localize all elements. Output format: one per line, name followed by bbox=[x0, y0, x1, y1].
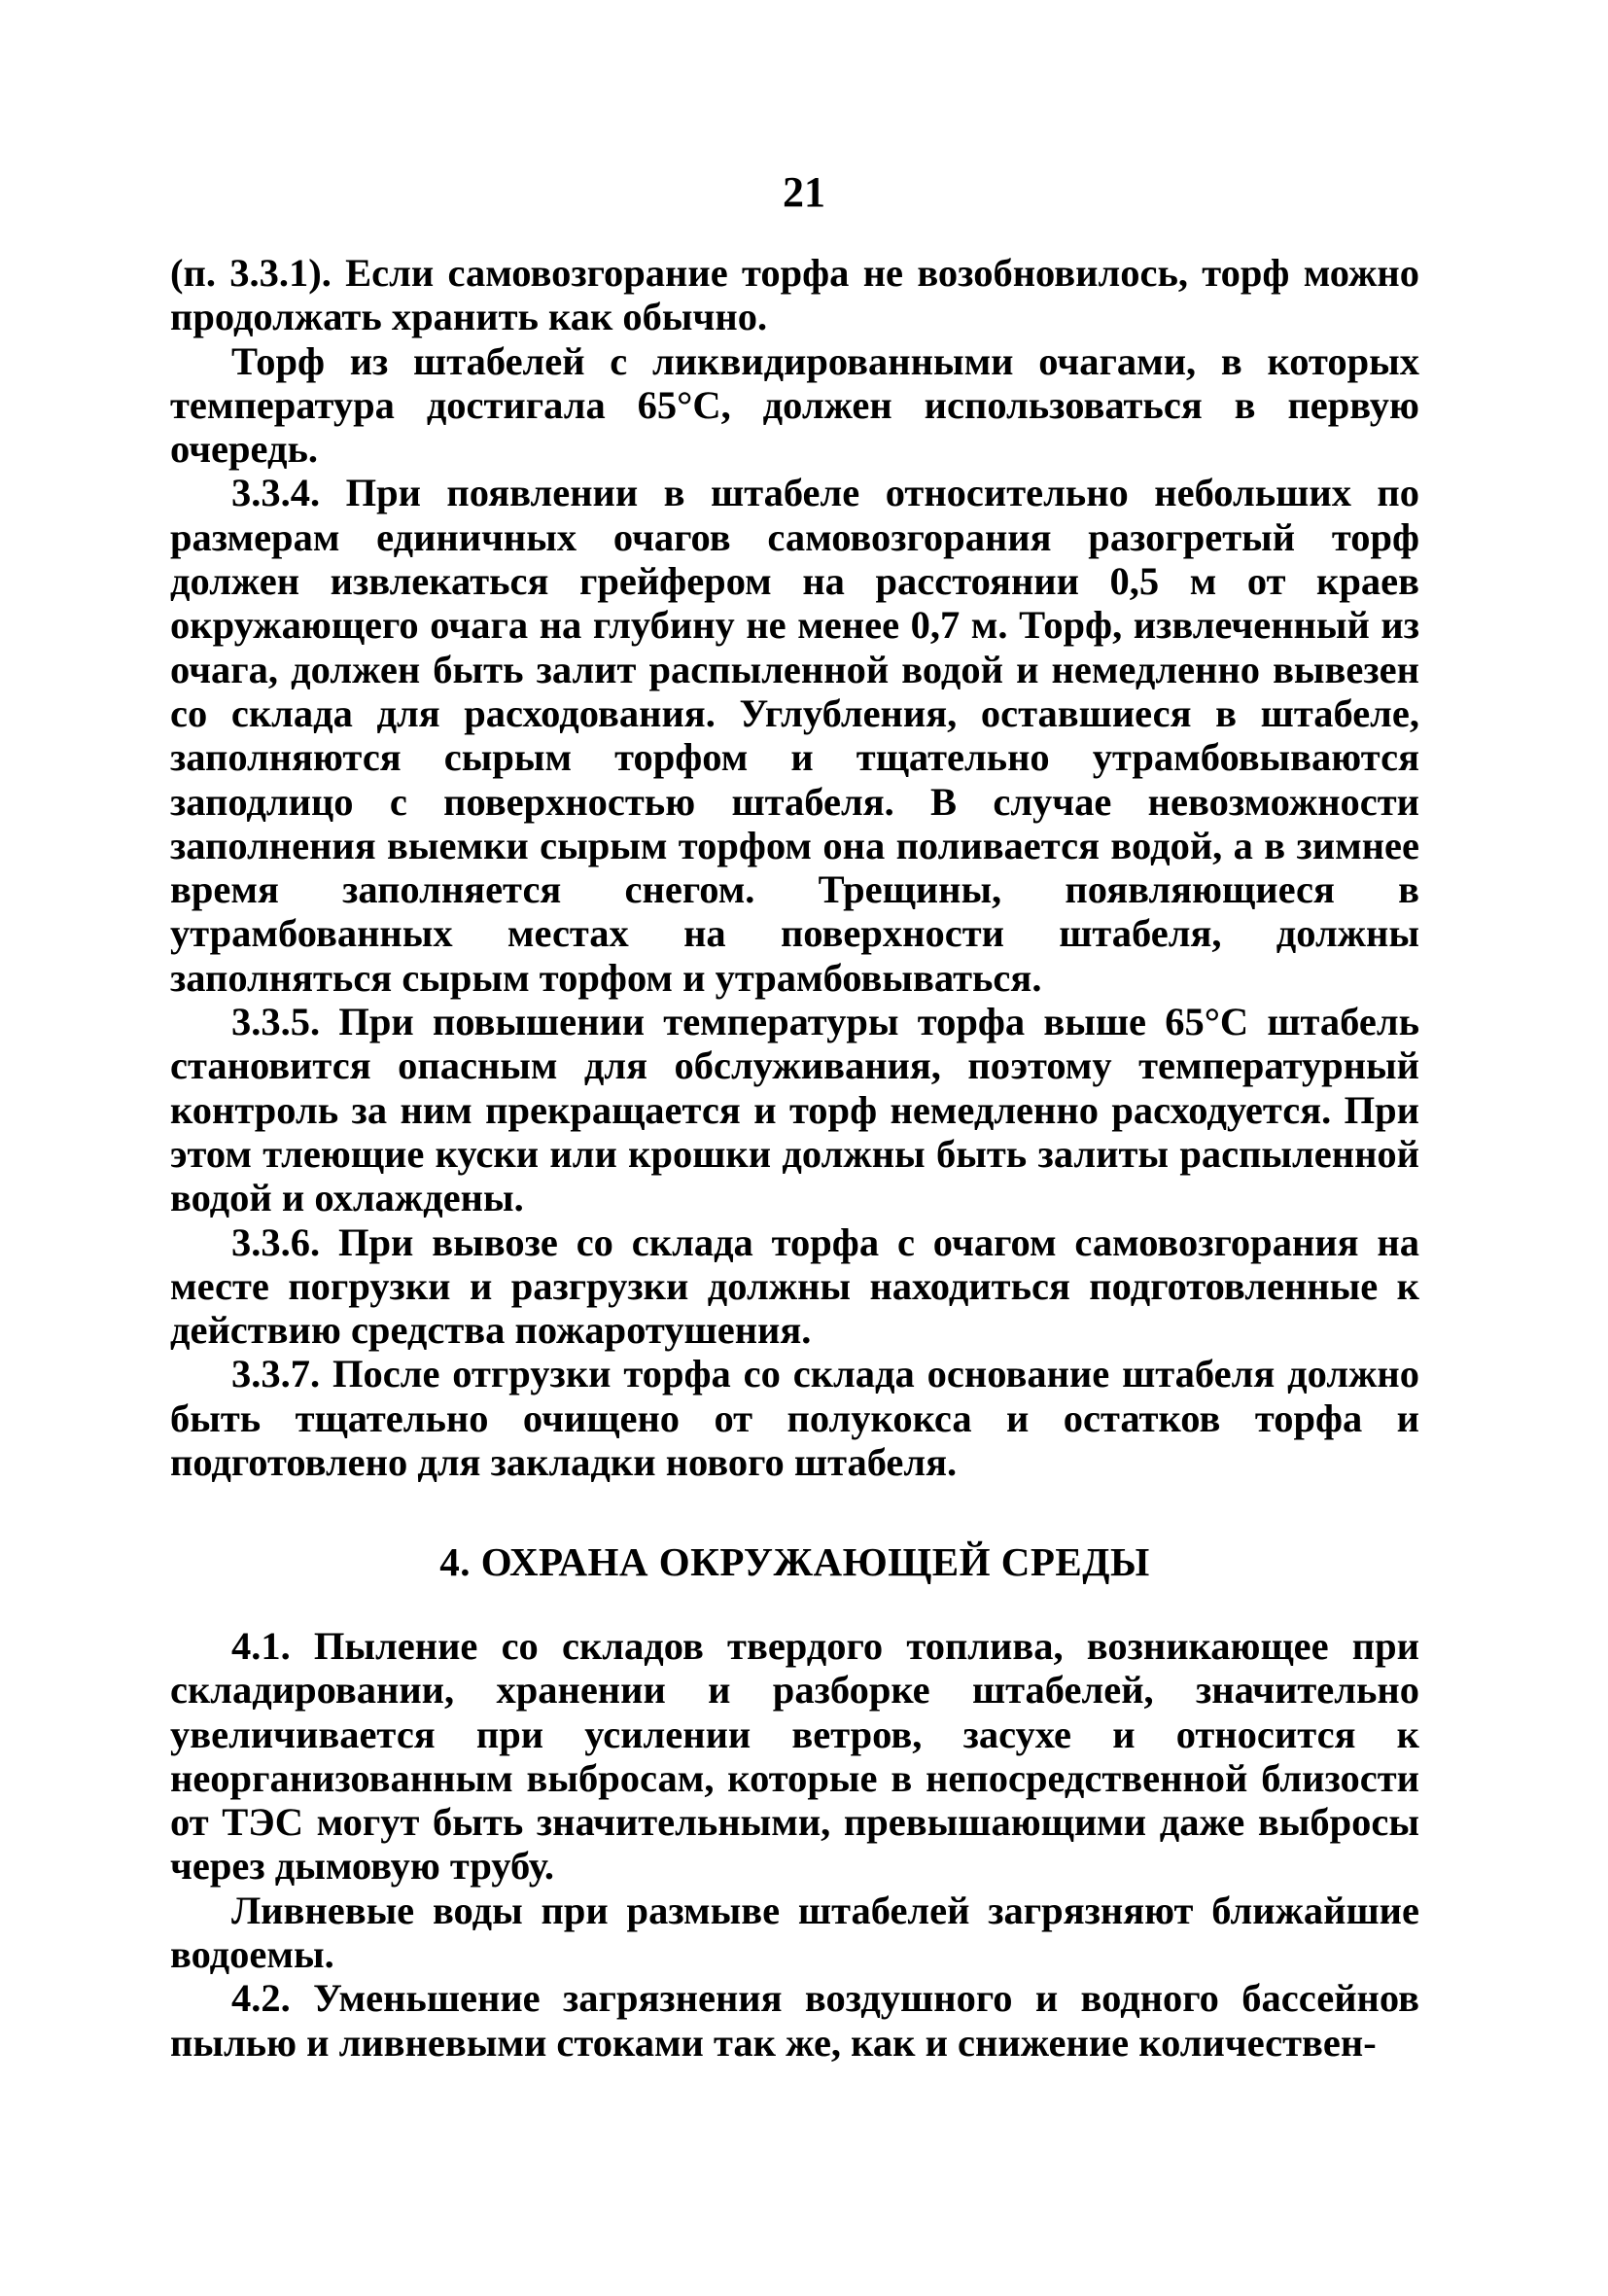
section-heading: 4. ОХРАНА ОКРУЖАЮЩЕЙ СРЕДЫ bbox=[439, 1539, 1150, 1584]
paragraph-4-2: 4.2. Уменьшение загрязнения воздушного и водного бассейнов пылью и ливневыми стоками так же, как и снижение количествен- bbox=[170, 1976, 1419, 2065]
paragraph-4-1: 4.1. Пыление со складов твердого топлива, возникающее при складировании, хранении и разборке штабелей, значительно увеличивается при усилении ветров, засухе и относится к неорганизованным выбросам, которые в непосредственной близости от ТЭС могут быть значительными, превышающими даже выбросы через дымовую трубу. bbox=[170, 1624, 1419, 1889]
body-text-top bbox=[170, 251, 1419, 1484]
paragraph-3-3-7: 3.3.7. После отгрузки торфа со склада основание штабеля должно быть тщательно очищено от полукокса и остатков торфа и подготовлено для закладки нового штабеля. bbox=[170, 1352, 1419, 1485]
page-number: 21 bbox=[783, 168, 825, 216]
paragraph-storm-water: Ливневые воды при размыве штабелей загрязняют ближайшие водоемы. bbox=[170, 1888, 1419, 1977]
paragraph-peat-priority-use: Торф из штабелей с ликвидированными очагами, в которых температура достигала 65°С, должен использоваться в первую очередь. bbox=[170, 338, 1419, 472]
paragraph-3-3-4: 3.3.4. При появлении в штабеле относительно небольших по размерам единичных очагов самовозгорания разогретый торф должен извлекаться грейфером на расстоянии 0,5 м от краев окружающего очага на глубину не менее 0,7 м. Торф, извлеченный из очага, должен быть залит распыленной водой и немедленно вывезен со склада для расходования. Углубления, оставшиеся в штабеле, заполняются сырым торфом и тщательно утрамбовываются заподлицо с поверхностью штабеля. В случае невозможности заполнения выемки сырым торфом она поливается водой, а в зимнее время заполняется снегом. Трещины, появляющиеся в утрамбованных местах на поверхности штабеля, должны заполняться сырым торфом и утрамбовываться. bbox=[170, 471, 1419, 1000]
paragraph-3-3-5: 3.3.5. При повышении температуры торфа выше 65°С штабель становится опасным для обслуживания, поэтому температурный контроль за ним прекращается и торф немедленно расходуется. При этом тлеющие куски или крошки должны быть залиты распыленной водой и охлаждены. bbox=[170, 1000, 1419, 1220]
paragraph-continuation: (п. 3.3.1). Если самовозгорание торфа не возобновилось, торф можно продолжать хранить как обычно. bbox=[170, 251, 1419, 339]
paragraph-3-3-6: 3.3.6. При вывозе со склада торфа с очагом самовозгорания на месте погрузки и разгрузки должны находиться подготовленные к действию средства пожаротушения. bbox=[170, 1219, 1419, 1353]
body-text-bottom bbox=[170, 1624, 1419, 2065]
